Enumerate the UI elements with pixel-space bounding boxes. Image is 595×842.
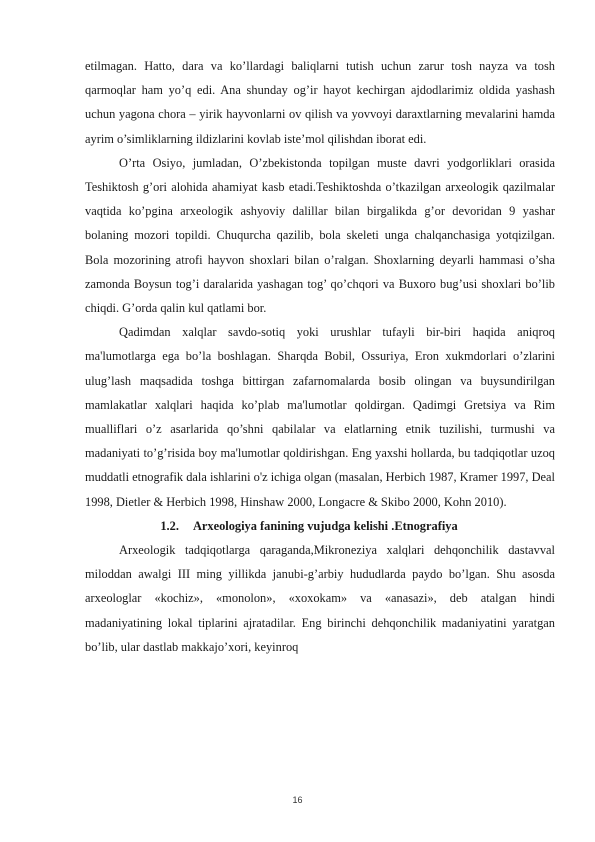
section-heading [85,514,555,538]
paragraph-3: Qadimdan xalqlar savdo-sotiq yoki urushlar tufayli bir-biri haqida aniqroq ma'lumotlarga ega bo’la boshlagan. Sharqda Bobil, Ossuriya, Eron xukmdorlari o’zlarini ulug’lash maqsadida toshga bittirgan zafarnomalarda bosib olingan va buysundirilgan mamlakatlar xalqlari haqida ko’plab ma'lumotlar qoldirgan. Qadimgi Gretsiya va Rim mualliflari o’z asarlarida qo’shni qabilalar va elatlarning etnik tuzilishi, turmushi va madaniyati to’g’risida boy ma'lumotlar qoldirishgan. Eng yaxshi hollarda, bu tadqiqotlar uzoq muddatli etnografik dala ishlarini o'z ichiga olgan (masalan, Herbich 1987, Kramer 1997, Deal 1998, Dietler & Herbich 1998, Hinshaw 2000, Longacre & Skibo 2000, Kohn 2010). [85,325,555,509]
section-number: 1.2. [160,518,179,533]
page-number: 16 [292,795,303,805]
section-title: Arxeologiya fanining vujudga kelishi .Etnografiya [192,518,458,533]
paragraph-2: O’rta Osiyo, jumladan, O’zbekistonda topilgan muste davri yodgorliklari orasida Teshiktosh g’ori alohida ahamiyat kasb etadi.Teshiktoshda o’tkazilgan arxeologik qazilmalar vaqtida ko’pgina arxeologik ashyoviy dalillar bilan birgalikda g’or devoridan 9 yashar bolaning mozori topildi. Chuqurcha qazilib, bola skeleti unga chalqanchasiga yotqizilgan. Bola mozorining atrofi hayvon shoxlari bilan o’ralgan. Shoxlarning deyarli hammasi o’sha zamonda Boysun tog’i daralarida yashagan tog’ qo’chqori va Buxoro bug’usi shoxlari bo’lib chiqdi. G’orda qalin kul qatlami bor. [85,155,555,316]
paragraph-1: etilmagan. Hatto, dara va ko’llardagi baliqlarni tutish uchun zarur tosh nayza va tosh qarmoqlar ham yo’q edi. Ana shunday og’ir hayot kechirgan ajdodlarimiz oldida yashash uchun yagona chora – yirik hayvonlarni ov qilish va yovvoyi daraxtlarning mevalarini hamda ayrim o’simliklarning ildizlarini kovlab iste’mol qilishdan iborat edi. [85,59,555,146]
paragraph-4: Arxeologik tadqiqotlarga qaraganda,Mikroneziya xalqlari dehqonchilik dastavval miloddan awalgi III ming yillikda janubi-g’arbiy hududlarda paydo bo’lgan. Shu asosda arxeologlar «kochiz», «monolon», «xoxokam» va «anasazi», deb atalgan hindi madaniyatining lokal tiplarini ajratadilar. Eng birinchi dehqonchilik madaniyatini yaratgan bo’lib, ular dastlab makkajo’xori, keyinroq [85,543,555,654]
body-text [85,54,555,659]
